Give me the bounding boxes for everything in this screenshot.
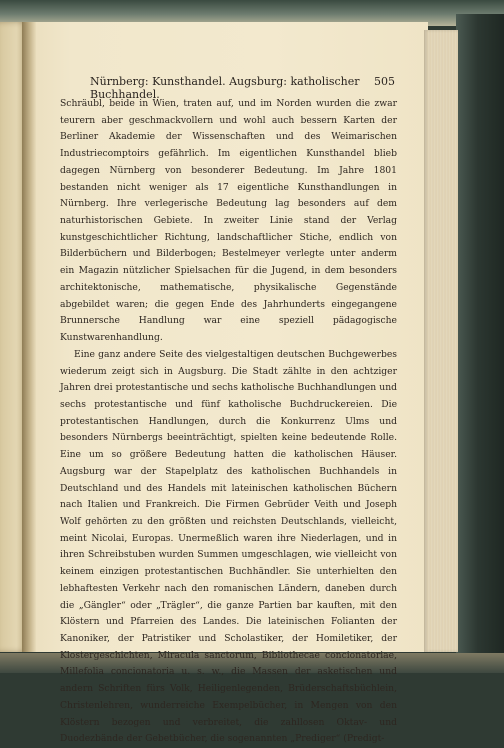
body-text bbox=[60, 96, 397, 748]
page-number: 505 bbox=[374, 75, 395, 88]
paragraph-1: Schräubl, beide in Wien, traten auf, und im Norden wurden die zwar teurern aber geschmackvollern und wohl auch bessern Karten der Berliner Akademie der Wissenschaften und des Weimarischen Industriecomptoirs gefährlich. Im eigentlichen Kunsthandel blieb dagegen Nürnberg von besonderer Bedeutung. Im Jahre 1801 bestanden nicht weniger als 17 eigentliche Kunsthandlungen in Nürnberg. Ihre verlegerische Bedeutung lag besonders auf dem naturhistorischen Gebiete. In zweiter Linie stand der Verlag kunstgeschichtlicher Richtung, landschaftlicher Stiche, endlich von Bilderbüchern und Bilderbogen; Bestelmeyer verlegte unter anderm ein Magazin nützlicher Spielsachen für die Jugend, in dem besonders architektonische, mathematische, physikalische Gegenstände abgebildet waren; die gegen Ende des Jahrhunderts eingegangene Brunnersche Handlung war eine speziell pädagogische Kunstwarenhandlung. bbox=[60, 98, 397, 344]
book-gutter bbox=[22, 22, 36, 652]
paragraph-2: Eine ganz andere Seite des vielgestaltigen deutschen Buchgewerbes wiederum zeigt sich in Augsburg. Die Stadt zählte in den achtziger Jahren drei protestantische und sechs katholische Buchhandlungen und sechs protestantische und fünf katholische Buchdruckereien. Die protestantischen Handlungen, durch die Konkurrenz Ulms und besonders Nürnbergs beeinträchtigt, spielten keine bedeutende Rolle. Eine um so größere Bedeutung hatten die katholischen Häuser. Augsburg war der Stapelplatz des katholischen Buchhandels in Deutschland und des Handels mit lateinischen katholischen Büchern nach Italien und Frankreich. Die Firmen Gebrüder Veith und Joseph Wolf gehörten zu den größten und reichsten Deutschlands, vielleicht, meint Nicolai, Europas. Unermeßlich waren ihre Niederlagen, und in ihren Schreibstuben wurden Summen umgeschlagen, wie vielleicht von keinem einzigen protestantischen Buchhändler. Sie unterhielten den lebhaftesten Verkehr nach den romanischen Ländern, daneben durch die „Gängler“ oder „Trägler“, die ganze Partien bar kauften, mit den Klöstern und Pfarreien des Landes. Die lateinischen Folianten der Kanoniker, der Patristiker und Scholastiker, der Homiletiker, der Klostergeschichten, Miracula sanctorum, Bibliothecae concionatoriae, Millefolia concionatoria u. s. w., die Massen der asketischen und andern Schriften fürs Volk, Heiligenlegenden, Brüderschaftsbüchlein, Christenlehren, wunderreiche Exempelbücher, in Mengen von den Klöstern bezogen und verbreitet, die zahllosen Oktav- und Duodezbände der Gebetbücher, die sogenannten „Prediger“ (Predigt- bbox=[60, 348, 397, 745]
page-edges bbox=[424, 30, 458, 652]
running-header bbox=[90, 75, 395, 101]
running-title: Nürnberg: Kunsthandel. Augsburg: katholischer Buchhandel. bbox=[90, 75, 360, 101]
book-cover-right bbox=[456, 14, 504, 673]
